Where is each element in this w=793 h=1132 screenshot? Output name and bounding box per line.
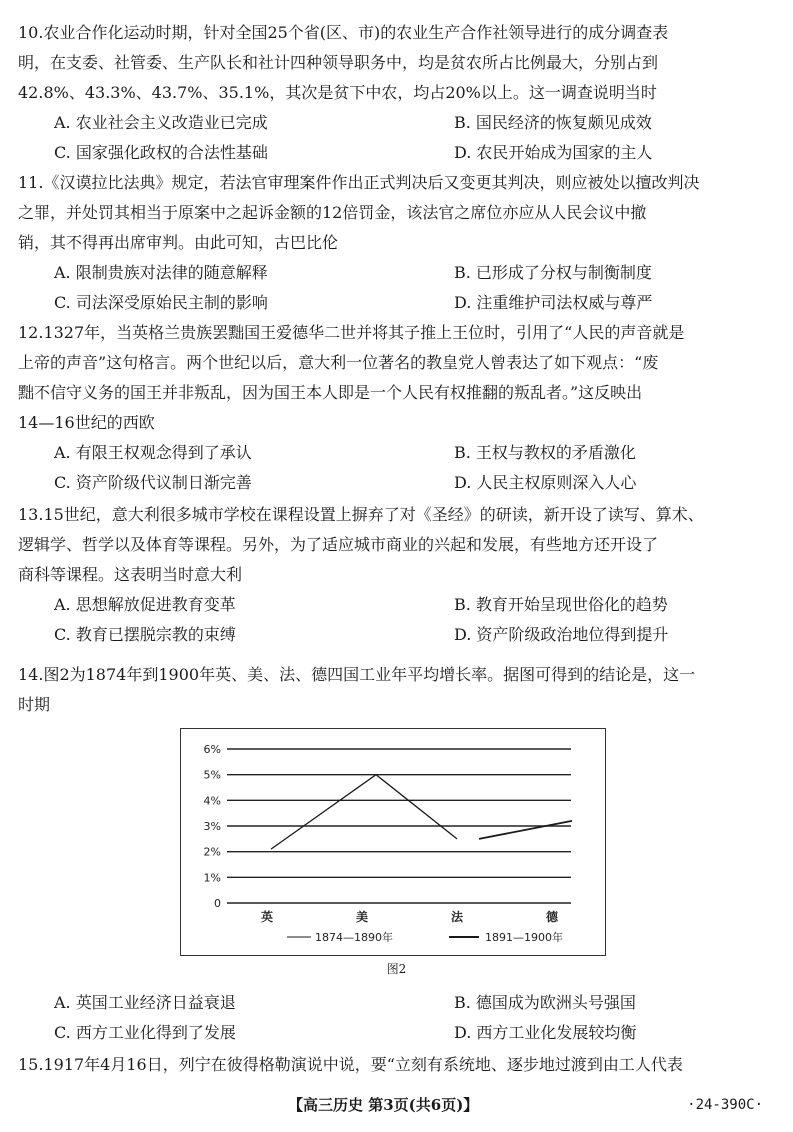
q10-stem-line-2: 明，在支委、社管委、生产队长和社计四种领导职务中，均是贫农所占比例最大，分别占到: [18, 53, 659, 72]
q14-stem-line-1: 14.图2为1874年到1900年英、美、法、德四国工业年平均增长率。据图可得到的结论是，这一: [18, 665, 696, 684]
q11-stem-line-2: 之罪，并处罚其相当于原案中之起诉金额的12倍罚金，该法官之席位亦应从人民会议中撤: [18, 203, 647, 222]
figure-caption: 图2: [386, 962, 407, 976]
y-tick-label: 5%: [203, 768, 221, 782]
q15-stem-line-1: 15.1917年4月16日，列宁在彼得格勒演说中说，要“立刻有系统地、逐步地过渡到由工人代表: [18, 1055, 683, 1074]
q11-options-row-2: [18, 288, 778, 318]
q11-option-c: C. 司法深受原始民主制的影响: [54, 293, 268, 312]
q12-stem-line-1: 12.1327年，当英格兰贵族罢黜国王爱德华二世并将其子推上王位时，引用了“人民的声音就是: [18, 323, 685, 342]
q14-options-row-2: [18, 1018, 778, 1048]
q12-options-row-1: [18, 438, 778, 468]
y-tick-label: 1%: [203, 871, 221, 885]
q14-option-c: C. 西方工业化得到了发展: [54, 1023, 236, 1042]
q13-option-d: D. 资产阶级政治地位得到提升: [454, 625, 669, 644]
growth-rate-chart: [180, 728, 606, 956]
q12-options-row-2: [18, 468, 778, 498]
q12-stem-line-2: 上帝的声音”这句格言。两个世纪以后，意大利一位著名的教皇党人曾表达了如下观点：“废: [18, 353, 659, 372]
y-tick-label: 6%: [203, 743, 221, 756]
footer-page-label: 【高三历史 第3页(共6页)】: [288, 1096, 479, 1114]
question-10: [18, 18, 778, 168]
q12-option-b: B. 王权与教权的矛盾激化: [454, 443, 636, 462]
question-13: [18, 500, 778, 650]
q10-option-a: A. 农业社会主义改造业已完成: [54, 113, 268, 132]
q11-options-row-1: [18, 258, 778, 288]
x-category-label: 德: [545, 910, 559, 924]
q11-option-b: B. 已形成了分权与制衡制度: [454, 263, 652, 282]
q12-stem-line-4: 14—16世纪的西欧: [18, 413, 155, 432]
q13-option-b: B. 教育开始呈现世俗化的趋势: [454, 595, 668, 614]
y-tick-label: 3%: [203, 820, 221, 833]
y-tick-label: 4%: [203, 794, 221, 808]
q14-options-row-1: [18, 988, 778, 1018]
q13-stem-line-3: 商科等课程。这表明当时意大利: [18, 565, 243, 584]
page-footer: [0, 1090, 793, 1120]
q10-option-d: D. 农民开始成为国家的主人: [454, 143, 653, 162]
legend-label-1: 1874—1890年: [315, 931, 393, 944]
q14-option-d: D. 西方工业化发展较均衡: [454, 1023, 637, 1042]
q12-stem-line-3: 黜不信守义务的国王并非叛乱，因为国王本人即是一个人民有权推翻的叛乱者。”这反映出: [18, 383, 643, 402]
q10-option-c: C. 国家强化政权的合法性基础: [54, 143, 268, 162]
q13-option-a: A. 思想解放促进教育变革: [54, 595, 236, 614]
q11-stem-line-1: 11.《汉谟拉比法典》规定，若法官审理案件作出正式判决后又变更其判决，则应被处以擅改判决: [18, 173, 700, 192]
y-tick-label: 0: [214, 897, 221, 910]
q10-stem-line-1: 10.农业合作化运动时期，针对全国25个省(区、市)的农业生产合作社领导进行的成分调查表: [18, 23, 669, 42]
x-category-label: 美: [355, 910, 369, 924]
x-category-label: 英: [260, 910, 274, 924]
series-line-1: [271, 775, 457, 849]
question-12: [18, 318, 778, 498]
footer-exam-code: ·24-390C·: [687, 1097, 763, 1113]
q10-stem-line-3: 42.8%、43.3%、43.7%、35.1%，其次是贫下中农，均占20%以上。这一调查说明当时: [18, 83, 657, 102]
question-14: [18, 660, 778, 720]
q14-option-a: A. 英国工业经济日益衰退: [54, 993, 236, 1012]
question-14-options: [18, 988, 778, 1048]
q14-stem-line-2: 时期: [18, 695, 51, 714]
q13-stem-line-1: 13.15世纪，意大利很多城市学校在课程设置上摒弃了对《圣经》的研读，新开设了读写、算术、: [18, 505, 704, 524]
question-15: [18, 1050, 778, 1080]
q11-option-a: A. 限制贵族对法律的随意解释: [54, 263, 268, 282]
x-category-label: 法: [450, 910, 464, 924]
chart-svg: [181, 729, 605, 955]
q12-option-c: C. 资产阶级代议制日渐完善: [54, 473, 252, 492]
y-tick-label: 2%: [203, 845, 221, 859]
q10-options-row-2: [18, 138, 778, 168]
q11-option-d: D. 注重维护司法权威与尊严: [454, 293, 653, 312]
q13-options-row-2: [18, 620, 778, 650]
q10-option-b: B. 国民经济的恢复颇见成效: [454, 113, 652, 132]
question-11: [18, 168, 778, 318]
q14-option-b: B. 德国成为欧洲头号强国: [454, 993, 636, 1012]
legend-label-2: 1891—1900年: [485, 931, 563, 944]
q13-stem-line-2: 逻辑学、哲学以及体育等课程。另外，为了适应城市商业的兴起和发展，有些地方还开设了: [18, 535, 659, 554]
q10-options-row-1: [18, 108, 778, 138]
q12-option-d: D. 人民主权原则深入人心: [454, 473, 637, 492]
q13-options-row-1: [18, 590, 778, 620]
q12-option-a: A. 有限王权观念得到了承认: [54, 443, 252, 462]
q11-stem-line-3: 销，其不得再出席审判。由此可知，古巴比伦: [18, 233, 339, 252]
series-line-2: [479, 821, 572, 839]
q13-option-c: C. 教育已摆脱宗教的束缚: [54, 625, 236, 644]
